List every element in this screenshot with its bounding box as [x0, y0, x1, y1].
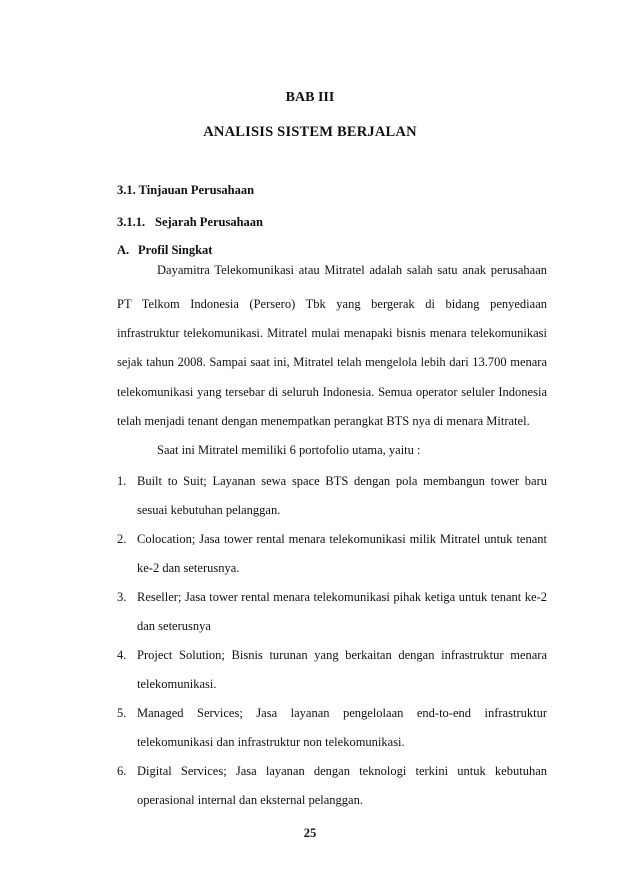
list-item-number: 4.	[117, 648, 127, 662]
paragraph-line: telah menjadi tenant dengan menempatkan perangkat BTS nya di menara Mitratel.	[117, 414, 530, 428]
list-item-line: telekomunikasi dan infrastruktur non telekomunikasi.	[137, 735, 405, 749]
portfolio-intro: Saat ini Mitratel memiliki 6 portofolio utama, yaitu :	[157, 443, 421, 457]
list-item-line: Built to Suit; Layanan sewa space BTS dengan pola membangun tower baru	[137, 474, 547, 488]
list-item-line: ke-2 dan seterusnya.	[137, 561, 240, 575]
paragraph-line: infrastruktur telekomunikasi. Mitratel mulai menapaki bisnis menara telekomunikasi	[117, 326, 547, 340]
list-item-line: Project Solution; Bisnis turunan yang berkaitan dengan infrastruktur menara	[137, 648, 547, 662]
list-item-number: 1.	[117, 474, 127, 488]
section-heading-3-1: 3.1. Tinjauan Perusahaan	[117, 183, 255, 197]
list-item-line: sesuai kebutuhan pelanggan.	[137, 503, 281, 517]
chapter-title: ANALISIS SISTEM BERJALAN	[203, 124, 417, 140]
paragraph-line: Dayamitra Telekomunikasi atau Mitratel adalah salah satu anak perusahaan	[157, 263, 547, 277]
paragraph-line: telekomunikasi yang tersebar di seluruh Indonesia. Semua operator seluler Indonesia	[117, 385, 547, 399]
list-item-line: dan seterusnya	[137, 619, 211, 633]
page-number: 25	[303, 826, 317, 840]
subsection-label: Profil Singkat	[138, 243, 213, 257]
paragraph-line: PT Telkom Indonesia (Persero) Tbk yang bergerak di bidang penyediaan	[117, 297, 547, 311]
section-label: Sejarah Perusahaan	[155, 215, 263, 229]
section-heading-3-1-1	[117, 215, 263, 230]
subsection-letter: A.	[117, 243, 130, 257]
list-item-number: 3.	[117, 590, 127, 604]
chapter-heading: BAB III	[285, 90, 335, 105]
paragraph-line: sejak tahun 2008. Sampai saat ini, Mitratel telah mengelola lebih dari 13.700 menara	[117, 355, 547, 369]
list-item-line: Managed Services; Jasa layanan pengelolaan end-to-end infrastruktur	[137, 706, 547, 720]
list-item-number: 5.	[117, 706, 127, 720]
list-item-number: 2.	[117, 532, 127, 546]
subsection-heading-a	[117, 243, 212, 258]
section-number: 3.1.1.	[117, 215, 146, 229]
list-item-line: Digital Services; Jasa layanan dengan teknologi terkini untuk kebutuhan	[137, 764, 547, 778]
list-item-line: telekomunikasi.	[137, 677, 217, 691]
list-item-line: Reseller; Jasa tower rental menara telekomunikasi pihak ketiga untuk tenant ke-2	[137, 590, 547, 604]
list-item-line: Colocation; Jasa tower rental menara telekomunikasi milik Mitratel untuk tenant	[137, 532, 547, 546]
list-item-line: operasional internal dan eksternal pelanggan.	[137, 793, 363, 807]
list-item-number: 6.	[117, 764, 127, 778]
